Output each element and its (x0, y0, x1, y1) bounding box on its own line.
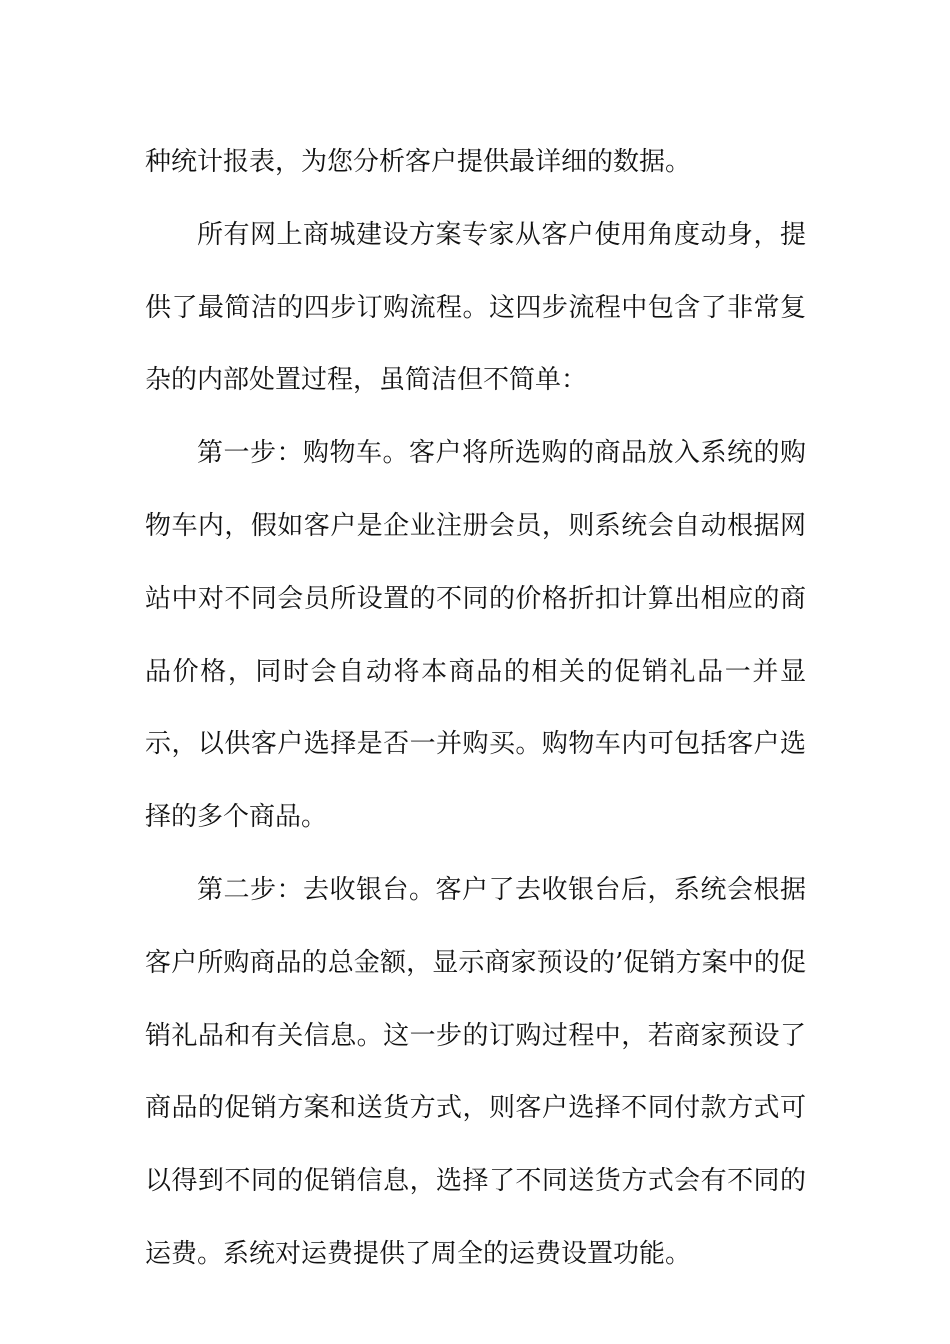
body-text (145, 126, 806, 1291)
paragraph-continuation: 种统计报表，为您分析客户提供最详细的数据。 (145, 147, 692, 177)
paragraph-step-two-checkout: 第二步：去收银台。客户了去收银台后，系统会根据客户所购商品的总金额，显示商家预设的’促销方案中的促销礼品和有关信息。这一步的订购过程中，若商家预设了商品的促销方案和送货方式，则客户选择不同付款方式可以得到不同的促销信息，选择了不同送货方式会有不同的运费。系统对运费提供了周全的运费设置功能。 (145, 874, 806, 1269)
paragraph-step-one-cart: 第一步：购物车。客户将所选购的商品放入系统的购物车内，假如客户是企业注册会员，则系统会自动根据网站中对不同会员所设置的不同的价格折扣计算出相应的商品价格，同时会自动将本商品的相关的促销礼品一并显示，以供客户选择是否一并购买。购物车内可包括客户选择的多个商品。 (145, 438, 806, 833)
paragraph-ordering-process: 所有网上商城建设方案专家从客户使用角度动身，提供了最简洁的四步订购流程。这四步流程中包含了非常复杂的内部处置过程，虽简洁但不简单： (145, 219, 806, 396)
